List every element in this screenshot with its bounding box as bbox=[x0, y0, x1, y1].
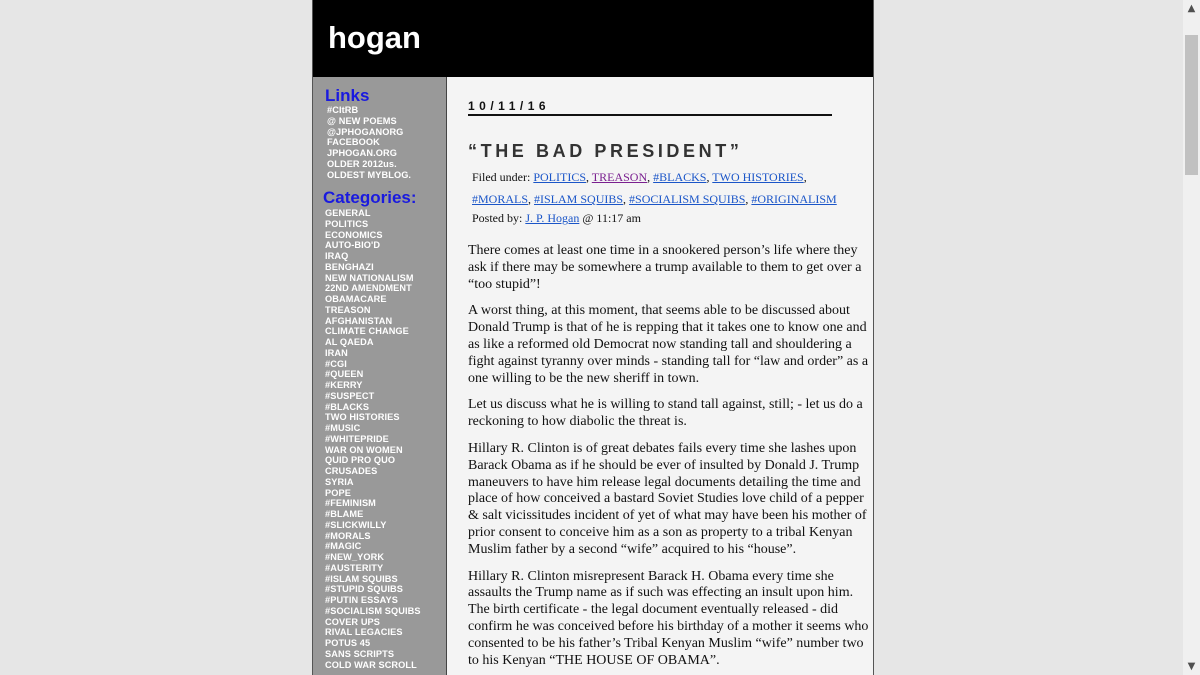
category-feminism[interactable]: #FEMINISM bbox=[325, 498, 376, 509]
vertical-scrollbar[interactable] bbox=[1183, 0, 1200, 675]
category-economics[interactable]: ECONOMICS bbox=[325, 229, 383, 240]
category-austerity[interactable]: #AUSTERITY bbox=[325, 562, 384, 573]
sidebar-link-new-poems[interactable]: @ NEW POEMS bbox=[327, 115, 397, 126]
category-potus-45[interactable]: POTUS 45 bbox=[325, 638, 371, 648]
post-date: 10/11/16 bbox=[468, 99, 832, 116]
links-list bbox=[327, 105, 411, 180]
category-cover-ups[interactable]: COVER UPS bbox=[325, 616, 381, 627]
sidebar-link-jphogan-org[interactable]: JPHOGAN.ORG bbox=[327, 148, 398, 158]
category-war-on-women[interactable]: WAR ON WOMEN bbox=[325, 444, 403, 455]
posted-by-label: Posted by: bbox=[472, 211, 526, 225]
category-politics[interactable]: POLITICS bbox=[325, 218, 369, 229]
category-auto-bio-d[interactable]: AUTO-BIO'D bbox=[325, 240, 381, 251]
author-link[interactable]: J. P. Hogan bbox=[525, 211, 580, 225]
category-al-qaeda[interactable]: AL QAEDA bbox=[325, 337, 374, 347]
site-title[interactable]: hogan bbox=[328, 20, 421, 55]
category-separator: , bbox=[623, 192, 630, 206]
post-category-link-blacks[interactable]: #BLACKS bbox=[653, 170, 707, 184]
category-two-histories[interactable]: TWO HISTORIES bbox=[325, 412, 400, 423]
post-paragraph: There comes at least one time in a snookered person’s life where they ask if there may be somewhere a trump available to them to get over a “too stupid”! bbox=[468, 243, 862, 292]
filed-under-label: Filed under: bbox=[472, 170, 534, 184]
post-category-link-morals[interactable]: #MORALS bbox=[472, 192, 529, 206]
scroll-thumb[interactable] bbox=[1185, 35, 1198, 175]
category-sans-scripts[interactable]: SANS SCRIPTS bbox=[325, 648, 395, 659]
sidebar-link-citrb[interactable]: #CItRB bbox=[327, 105, 359, 115]
post-time: @ 11:17 am bbox=[579, 211, 641, 225]
category-cgi[interactable]: #CGI bbox=[325, 358, 347, 369]
category-separator: , bbox=[647, 170, 654, 184]
category-new-nationalism[interactable]: NEW NATIONALISM bbox=[325, 272, 414, 283]
sidebar-link-jphoganorg[interactable]: @JPHOGANORG bbox=[327, 126, 404, 137]
category-treason[interactable]: TREASON bbox=[325, 304, 371, 315]
post-category-link-originalism[interactable]: #ORIGINALISM bbox=[751, 192, 837, 206]
category-syria[interactable]: SYRIA bbox=[325, 476, 354, 487]
category-crusades[interactable]: CRUSADES bbox=[325, 466, 378, 476]
category-islam-squibs[interactable]: #ISLAM SQUIBS bbox=[325, 573, 398, 584]
category-afghanistan[interactable]: AFGHANISTAN bbox=[325, 315, 393, 326]
scroll-up-arrow-icon[interactable]: ▲ bbox=[1187, 3, 1196, 14]
post-meta bbox=[472, 210, 641, 226]
category-morals[interactable]: #MORALS bbox=[325, 530, 371, 541]
category-separator: , bbox=[528, 192, 535, 206]
category-separator: , bbox=[745, 192, 752, 206]
category-blame[interactable]: #BLAME bbox=[325, 509, 364, 519]
category-slickwilly[interactable]: #SLICKWILLY bbox=[325, 519, 387, 530]
site-header bbox=[313, 0, 873, 77]
categories-list bbox=[325, 208, 421, 670]
category-suspect[interactable]: #SUSPECT bbox=[325, 390, 375, 401]
category-queen[interactable]: #QUEEN bbox=[325, 369, 364, 380]
category-new-york[interactable]: #NEW_YORK bbox=[325, 552, 385, 562]
post-category-link-treason[interactable]: TREASON bbox=[591, 170, 648, 184]
category-separator: , bbox=[586, 170, 592, 184]
category-socialism-squibs[interactable]: #SOCIALISM SQUIBS bbox=[325, 605, 421, 616]
category-pope[interactable]: POPE bbox=[325, 487, 351, 498]
sidebar bbox=[313, 77, 447, 675]
category-music[interactable]: #MUSIC bbox=[325, 423, 361, 433]
category-stupid-squibs[interactable]: #STUPID SQUIBS bbox=[325, 584, 403, 595]
category-separator: , bbox=[706, 170, 713, 184]
category-separator: , bbox=[803, 170, 807, 184]
post-paragraph: Hillary R. Clinton is of great debates fails every time she lashes upon Barack Obama as if he should be ever of insulted by Donald J. Trump maneuvers to have him release legal documents detailing the time and place of how conceived a bastard Soviet Studies love child of a pepper & salt vicissitudes incident of yet of what may have been his mother of prior consent to conceive him as a son as property to a tribal Kenyan Muslim father by a second “wife” acquired to his “house”. bbox=[468, 440, 867, 557]
category-putin-essays[interactable]: #PUTIN ESSAYS bbox=[325, 595, 398, 605]
sidebar-link-facebook[interactable]: FACEBOOK bbox=[327, 137, 380, 148]
post-paragraph: Let us discuss what he is willing to stand tall against, still; - let us do a reckoning to how diabolic the threat is. bbox=[468, 397, 863, 430]
post-body bbox=[468, 243, 873, 675]
category-blacks[interactable]: #BLACKS bbox=[325, 401, 370, 412]
category-quid-pro-quo[interactable]: QUID PRO QUO bbox=[325, 455, 396, 466]
category-22nd-amendment[interactable]: 22ND AMENDMENT bbox=[325, 283, 412, 294]
category-general[interactable]: GENERAL bbox=[325, 208, 371, 218]
scroll-down-arrow-icon[interactable]: ▼ bbox=[1187, 661, 1196, 672]
sidebar-link-older-2012us[interactable]: OLDER 2012us. bbox=[327, 158, 397, 169]
categories-heading: Categories: bbox=[323, 188, 417, 207]
category-iran[interactable]: IRAN bbox=[325, 347, 348, 358]
category-rival-legacies[interactable]: RIVAL LEGACIES bbox=[325, 627, 403, 638]
category-kerry[interactable]: #KERRY bbox=[325, 380, 363, 390]
post-title[interactable]: “THE BAD PRESIDENT” bbox=[468, 141, 743, 161]
category-whitepride[interactable]: #WHITEPRIDE bbox=[325, 433, 389, 444]
filed-under bbox=[472, 166, 867, 210]
category-benghazi[interactable]: BENGHAZI bbox=[325, 261, 374, 272]
category-iraq[interactable]: IRAQ bbox=[325, 251, 349, 261]
post-category-link-islam-squibs[interactable]: #ISLAM SQUIBS bbox=[534, 192, 624, 206]
category-climate-change[interactable]: CLIMATE CHANGE bbox=[325, 326, 409, 337]
post-category-link-socialism-squibs[interactable]: #SOCIALISM SQUIBS bbox=[629, 192, 746, 206]
main-content bbox=[447, 77, 873, 675]
links-heading: Links bbox=[325, 86, 370, 105]
post-category-link-politics[interactable]: POLITICS bbox=[533, 170, 586, 184]
post-paragraph: Hillary R. Clinton misrepresent Barack H. Obama every time she assaults the Trump name as if such was effecting an insult upon him. The birth certificate - the legal document eventually released - did confirm he was conceived before his birthday of a mother it seems who consented to be his father’s Tribal Kenyan Muslim “wife” number two to his Kenyan “THE HOUSE OF OBAMA”. bbox=[468, 568, 869, 668]
blog-page bbox=[312, 0, 874, 675]
category-cold-war-scroll[interactable]: COLD WAR SCROLL bbox=[325, 659, 417, 670]
category-magic[interactable]: #MAGIC bbox=[325, 541, 362, 552]
post-paragraph: A worst thing, at this moment, that seems able to be discussed about Donald Trump is that of he is repping that it takes one to know one and as like a reformed old Democrat now standing tall and shouldering a fight against tyranny over minds - standing tall for “law and order” as a one willing to be the new sheriff in town. bbox=[468, 303, 869, 386]
sidebar-link-oldest-myblog[interactable]: OLDEST MYBLOG. bbox=[327, 169, 412, 180]
post-category-link-two-histories[interactable]: TWO HISTORIES bbox=[712, 170, 804, 184]
category-obamacare[interactable]: OBAMACARE bbox=[325, 294, 387, 304]
